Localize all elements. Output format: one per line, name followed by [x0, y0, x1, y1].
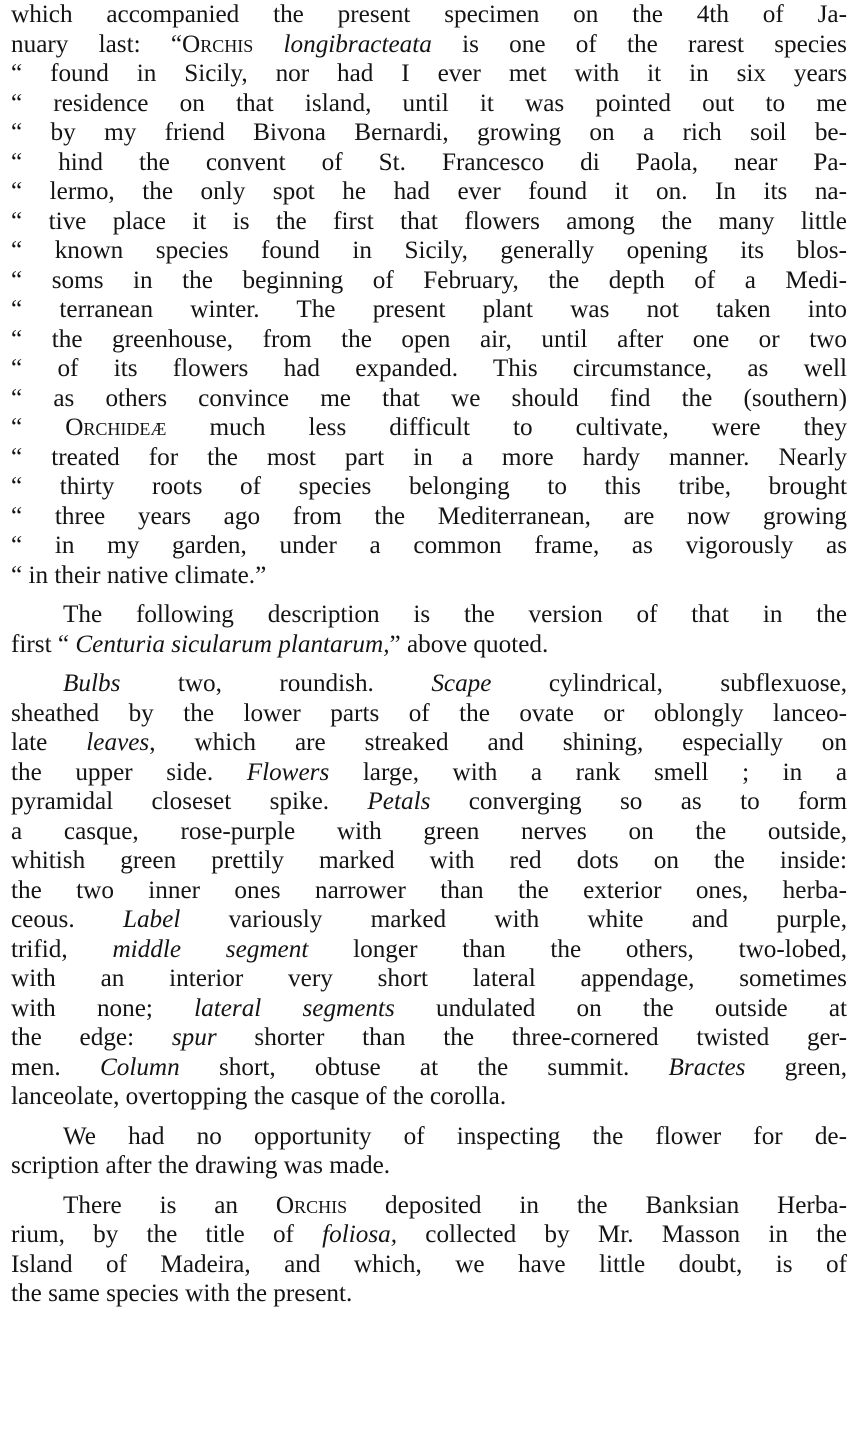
- paragraph-gap: [11, 659, 847, 669]
- text-line: “ found in Sicily, nor had I ever met with it in six years: [11, 60, 847, 87]
- species-name: longibracteata: [283, 30, 432, 58]
- text-line: pyramidal closeset spike. Petals converging so as to form: [11, 788, 848, 815]
- text-line: scription after the drawing was made.: [11, 1152, 391, 1179]
- text-line: “ tive place it is the first that flowers among the many little: [11, 207, 847, 235]
- text-line: “ known species found in Sicily, generally opening its blos-: [11, 237, 847, 264]
- text-line: “ in my garden, under a common frame, as vigorously as: [11, 532, 847, 559]
- text-line: “ three years ago from the Mediterranean, are now growing: [11, 502, 847, 530]
- text-line: nuary last: “Orchis longibracteata is one of the rarest species: [11, 30, 847, 58]
- text-line: “ as others convince me that we should find the (southern): [11, 384, 847, 412]
- text-line: whitish green prettily marked with red dots on the inside:: [11, 847, 847, 874]
- text-line: the edge: spur shorter than the three-cornered twisted ger-: [11, 1024, 847, 1051]
- text-line: The following description is the version of that in the: [63, 601, 847, 628]
- text-line: lanceolate, overtopping the casque of the corolla.: [11, 1083, 507, 1110]
- text-line: “ the greenhouse, from the open air, until after one or two: [11, 325, 847, 353]
- text-line: the same species with the present.: [11, 1280, 353, 1307]
- text-line: “ hind the convent of St. Francesco di Paola, near Pa-: [11, 148, 847, 176]
- text-line: trifid, middle segment longer than the others, two-lobed,: [11, 935, 847, 963]
- text-line: Bulbs two, roundish. Scape cylindrical, subflexuose,: [63, 670, 847, 697]
- text-line: We had no opportunity of inspecting the flower for de-: [63, 1122, 847, 1150]
- text-line: “ residence on that island, until it was pointed out to me: [11, 89, 847, 117]
- text-line: “ terranean winter. The present plant was not taken into: [11, 296, 847, 323]
- paragraph-gap: [11, 590, 847, 600]
- document-page: [11, 0, 847, 1452]
- description-intro-paragraph: [11, 600, 847, 659]
- text-line: first “ Centuria sicularum plantarum,” above quoted.: [11, 630, 549, 658]
- text-line: with an interior very short lateral appendage, sometimes: [11, 965, 847, 992]
- tribe-name: Orchideæ: [65, 414, 167, 441]
- text-line: “ in their native climate.”: [11, 561, 267, 589]
- paragraph-gap: [11, 1181, 847, 1191]
- text-line: “ of its flowers had expanded. This circumstance, as well: [11, 355, 847, 382]
- genus-name: Orchis: [182, 30, 254, 58]
- text-line: Island of Madeira, and which, we have little doubt, is of: [11, 1250, 847, 1278]
- text-line: “ Orchideæ much less difficult to cultivate, were they: [11, 414, 848, 441]
- text-line: “ lermo, the only spot he had ever found it on. In its na-: [11, 178, 847, 205]
- text-line: sheathed by the lower parts of the ovate or oblongly lanceo-: [11, 699, 847, 727]
- work-title: Centuria sicularum plantarum,: [75, 630, 390, 658]
- text-line: with none; lateral segments undulated on the outside at: [11, 994, 847, 1022]
- paragraph-gap: [11, 1112, 847, 1122]
- quotation-paragraph: [11, 0, 847, 590]
- text-line: men. Column short, obtuse at the summit. Bractes green,: [11, 1053, 847, 1081]
- text-line: which accompanied the present specimen on the 4th of Ja-: [11, 1, 847, 28]
- text-line: There is an Orchis deposited in the Banksian Herba-: [63, 1191, 847, 1219]
- note-paragraph: [11, 1122, 847, 1181]
- text-line: a casque, rose-purple with green nerves on the outside,: [11, 817, 847, 845]
- text-line: the two inner ones narrower than the exterior ones, herba-: [11, 876, 847, 904]
- text-line: the upper side. Flowers large, with a rank smell ; in a: [11, 758, 847, 786]
- text-line: rium, by the title of foliosa, collected by Mr. Masson in the: [11, 1221, 847, 1248]
- text-line: “ treated for the most part in a more hardy manner. Nearly: [11, 443, 847, 471]
- herbarium-paragraph: [11, 1191, 847, 1309]
- text-line: ceous. Label variously marked with white and purple,: [11, 906, 847, 933]
- text-line: “ by my friend Bivona Bernardi, growing on a rich soil be-: [11, 119, 847, 146]
- description-paragraph: [11, 669, 847, 1112]
- text-line: “ thirty roots of species belonging to this tribe, brought: [11, 473, 847, 500]
- text-line: late leaves, which are streaked and shining, especially on: [11, 729, 847, 756]
- text-line: “ soms in the beginning of February, the depth of a Medi-: [11, 266, 847, 294]
